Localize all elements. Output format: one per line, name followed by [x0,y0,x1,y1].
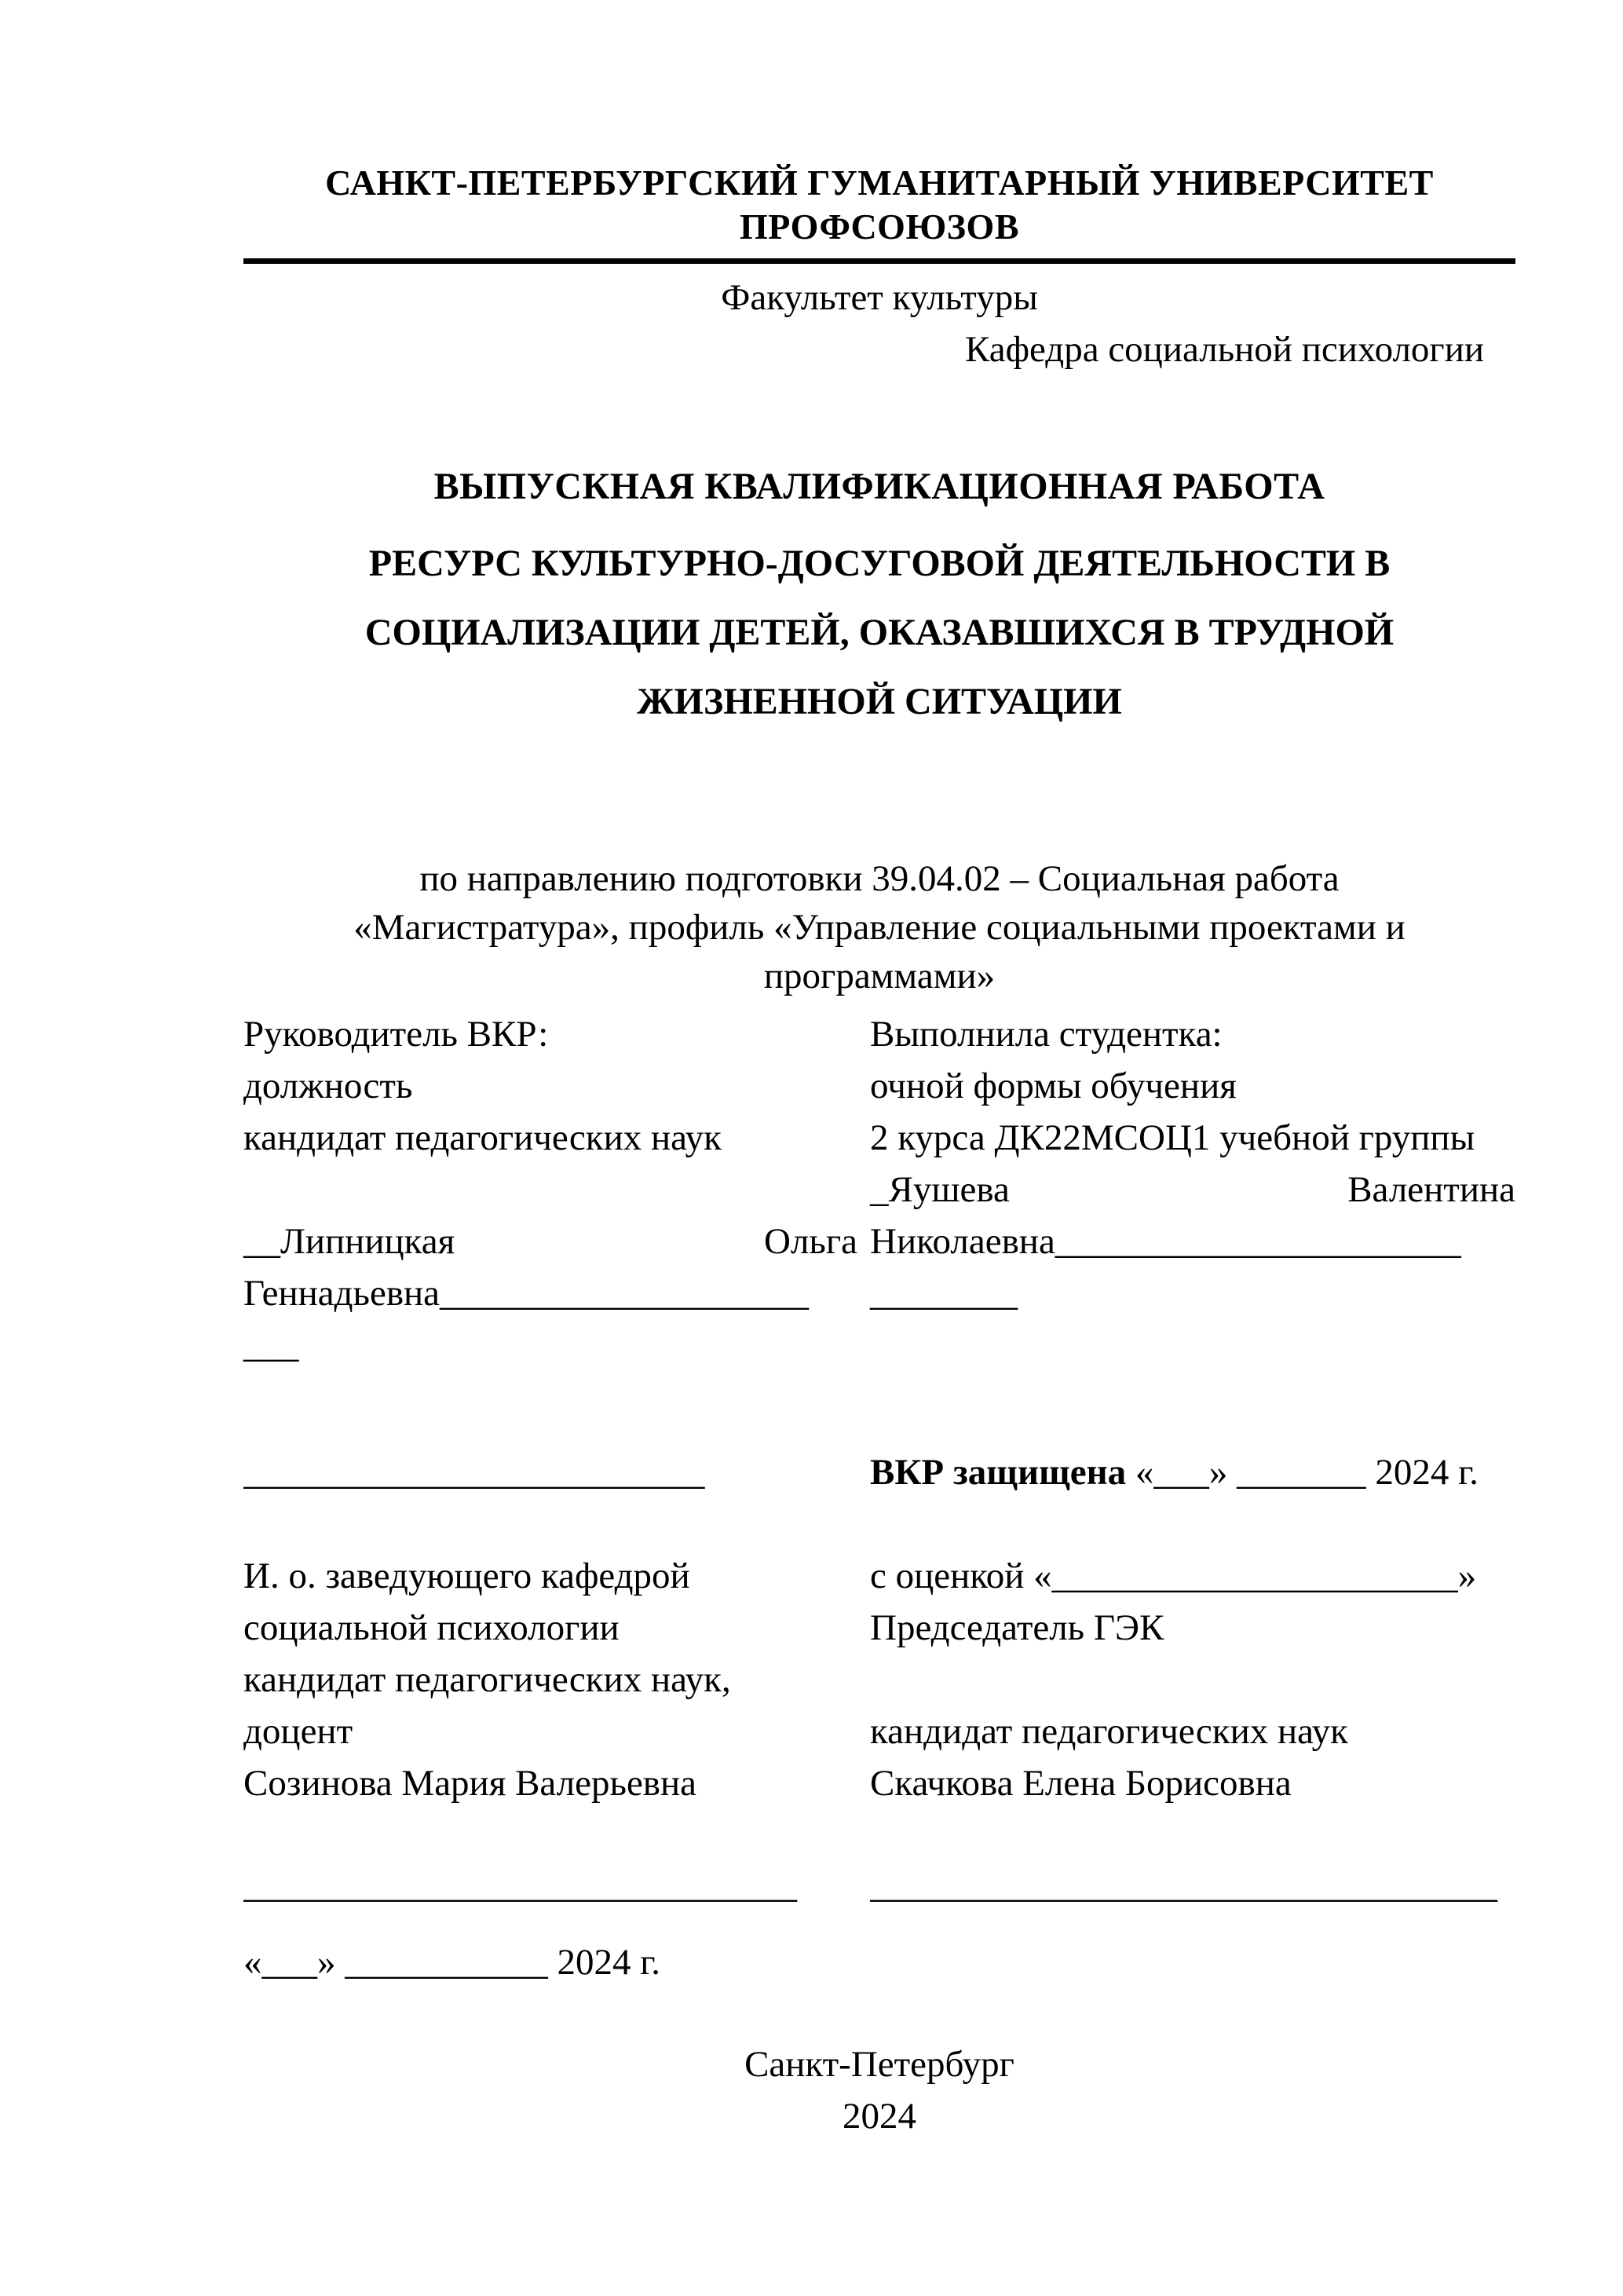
department-name: Кафедра социальной психологии [965,329,1484,370]
columns-row [243,1706,1515,1757]
gec-chair-name: Скачкова Елена Борисовна [870,1763,1292,1804]
empty-cell [243,1164,857,1216]
head-title-line-1: И. о. заведующего кафедрой [243,1556,690,1596]
supervisor-name-line-2: Геннадьевна____________________ [243,1273,810,1314]
approval-columns [243,1550,1515,1809]
columns-row [243,1757,1515,1809]
program-direction [243,854,1515,1000]
student-study-form: очной формы обучения [870,1066,1237,1106]
defense-row [243,1446,1515,1498]
university-name: САНКТ-ПЕТЕРБУРГСКИЙ ГУМАНИТАРНЫЙ УНИВЕРСИТЕТ ПРОФСОЮЗОВ [243,161,1515,264]
supervisor-name-line-3: ___ [243,1325,299,1366]
columns-row [243,1164,1515,1216]
student-name-line-2: Николаевна______________________ [870,1221,1461,1262]
thesis-title [243,529,1515,737]
faculty-name: Факультет культуры [721,277,1038,318]
signature-lines-row [243,1859,1515,1911]
year: 2024 [843,2096,916,2137]
head-name: Созинова Мария Валерьевна [243,1763,697,1804]
defense-label: ВКР защищена [870,1452,1127,1493]
defense-date-blank: «___» _______ 2024 г. [1126,1452,1479,1493]
program-line-1: по направлению подготовки 39.04.02 – Социальная работа [419,858,1340,899]
city: Санкт-Петербург [744,2044,1014,2085]
gec-chair-degree: кандидат педагогических наук [870,1711,1348,1752]
work-type-heading: ВЫПУСКНАЯ КВАЛИФИКАЦИОННАЯ РАБОТА [433,466,1325,507]
grade-line: с оценкой «______________________» [870,1556,1477,1596]
student-group: 2 курса ДК22МСОЦ1 учебной группы [870,1117,1475,1158]
supervisor-surname: __Липницкая [243,1221,455,1262]
gec-chair-label: Председатель ГЭК [870,1607,1164,1648]
columns-row [243,1550,1515,1602]
head-signature-line: ______________________________ [243,1865,797,1906]
gec-chair-signature-line: __________________________________ [870,1865,1497,1906]
supervisor-position: должность [243,1066,413,1106]
program-line-3: программами» [763,956,996,996]
head-title-line-2: социальной психологии [243,1607,620,1648]
supervisor-firstname: Ольга [764,1221,857,1262]
supervisor-student-columns [243,1008,1515,1371]
supervisor-degree: кандидат педагогических наук [243,1117,722,1158]
empty-cell [870,1319,1515,1371]
thesis-title-line-2: СОЦИАЛИЗАЦИИ ДЕТЕЙ, ОКАЗАВШИХСЯ В ТРУДНОЙ [364,612,1395,653]
columns-row [243,1008,1515,1060]
supervisor-name-line-1 [243,1216,857,1267]
student-heading: Выполнила студентка: [870,1014,1223,1055]
program-line-2: «Магистратура», профиль «Управление социальными проектами и [353,907,1406,948]
defense-date-line [870,1446,1515,1498]
head-degree-line-2: доцент [243,1711,353,1752]
columns-row [243,1112,1515,1164]
columns-row [243,1654,1515,1706]
columns-row [243,1602,1515,1654]
thesis-title-line-1: РЕСУРС КУЛЬТУРНО-ДОСУГОВОЙ ДЕЯТЕЛЬНОСТИ В [368,543,1391,584]
thesis-title-line-3: ЖИЗНЕННОЙ СИТУАЦИИ [637,681,1122,722]
empty-cell [870,1654,1515,1706]
student-firstname: Валентина [1347,1169,1515,1210]
columns-row [243,1060,1515,1112]
student-surname: _Яушева [870,1169,1010,1210]
student-name-line-1 [870,1164,1515,1216]
head-degree-line-1: кандидат педагогических наук, [243,1659,731,1700]
columns-row [243,1267,1515,1319]
approval-date-line: «___» ___________ 2024 г. [243,1942,660,1983]
columns-row [243,1319,1515,1371]
columns-row [243,1216,1515,1267]
student-name-line-3: ________ [870,1273,1018,1314]
supervisor-signature-line: _________________________ [243,1452,705,1493]
supervisor-heading: Руководитель ВКР: [243,1014,549,1055]
